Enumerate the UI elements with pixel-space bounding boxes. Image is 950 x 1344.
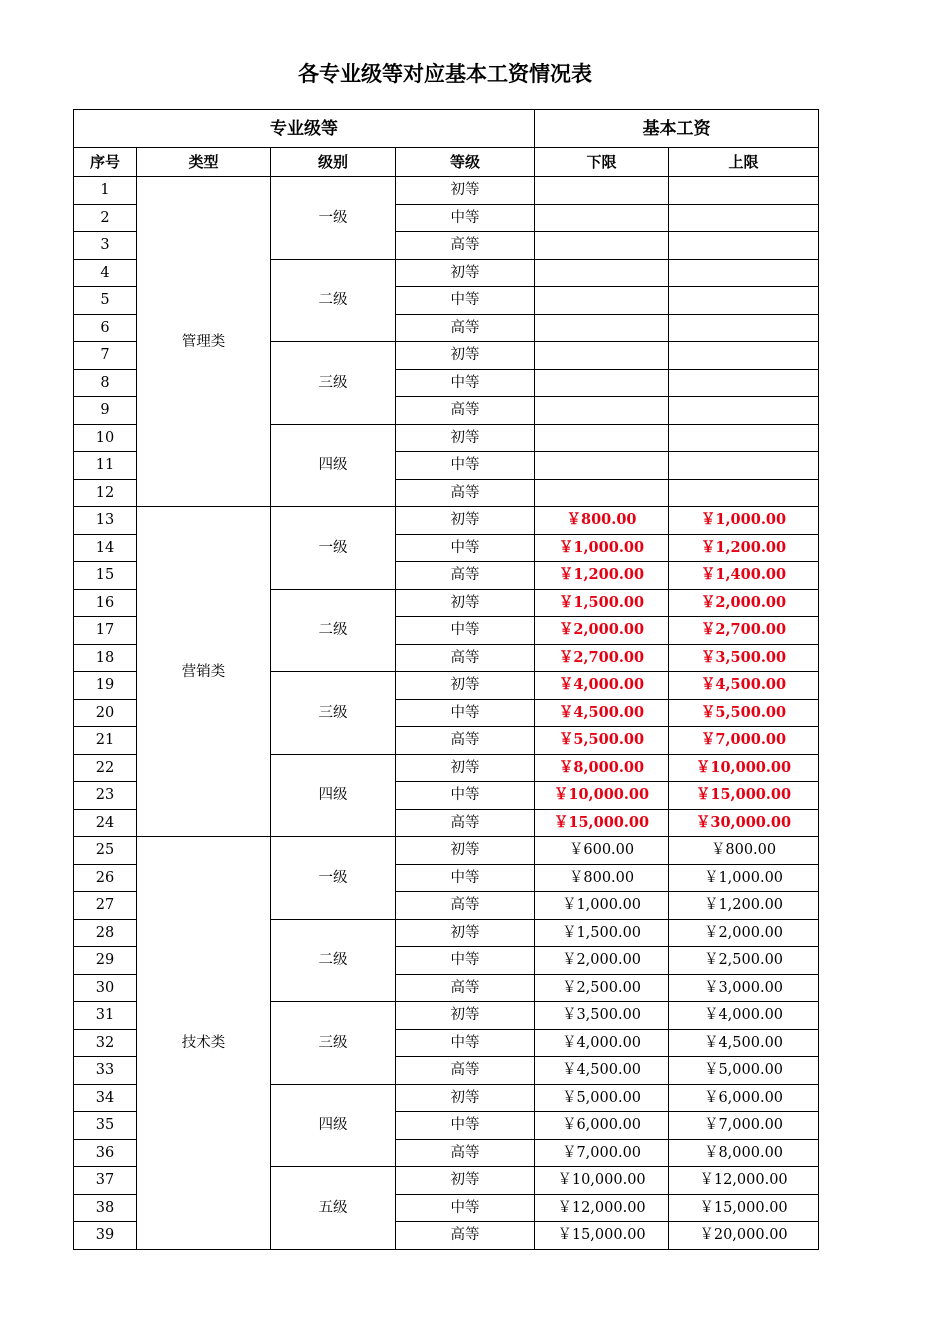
cell-lower[interactable]: ￥800.00 bbox=[535, 507, 669, 535]
table-row bbox=[74, 837, 819, 865]
cell-grade[interactable]: 中等 bbox=[396, 369, 535, 397]
cell-level[interactable]: 三级 bbox=[271, 342, 396, 425]
cell-upper[interactable]: ￥2,000.00 bbox=[669, 589, 819, 617]
cell-grade[interactable]: 高等 bbox=[396, 892, 535, 920]
cell-grade[interactable]: 初等 bbox=[396, 672, 535, 700]
cell-upper[interactable] bbox=[669, 314, 819, 342]
cell-seq[interactable]: 5 bbox=[74, 287, 137, 315]
cell-upper[interactable] bbox=[669, 479, 819, 507]
header-group-level[interactable]: 专业级等 bbox=[74, 110, 535, 148]
cell-lower[interactable] bbox=[535, 424, 669, 452]
cell-upper[interactable] bbox=[669, 424, 819, 452]
cell-type[interactable]: 营销类 bbox=[137, 507, 271, 837]
table-row bbox=[74, 177, 819, 205]
cell-type[interactable]: 管理类 bbox=[137, 177, 271, 507]
cell-level[interactable]: 四级 bbox=[271, 754, 396, 837]
cell-upper[interactable]: ￥1,200.00 bbox=[669, 534, 819, 562]
cell-level[interactable]: 二级 bbox=[271, 589, 396, 672]
page-title: 各专业级等对应基本工资情况表 bbox=[298, 62, 592, 86]
cell-grade[interactable]: 初等 bbox=[396, 1084, 535, 1112]
cell-grade[interactable]: 高等 bbox=[396, 809, 535, 837]
cell-grade[interactable]: 中等 bbox=[396, 947, 535, 975]
cell-seq[interactable]: 18 bbox=[74, 644, 137, 672]
cell-grade[interactable]: 中等 bbox=[396, 782, 535, 810]
cell-grade[interactable]: 高等 bbox=[396, 644, 535, 672]
cell-grade[interactable]: 中等 bbox=[396, 1194, 535, 1222]
cell-lower[interactable]: ￥2,500.00 bbox=[535, 974, 669, 1002]
cell-grade[interactable]: 初等 bbox=[396, 259, 535, 287]
cell-level[interactable]: 三级 bbox=[271, 672, 396, 755]
cell-lower[interactable] bbox=[535, 397, 669, 425]
cell-lower[interactable] bbox=[535, 369, 669, 397]
cell-lower[interactable] bbox=[535, 259, 669, 287]
cell-lower[interactable]: ￥8,000.00 bbox=[535, 754, 669, 782]
cell-seq[interactable]: 13 bbox=[74, 507, 137, 535]
cell-seq[interactable]: 22 bbox=[74, 754, 137, 782]
cell-seq[interactable]: 27 bbox=[74, 892, 137, 920]
cell-seq[interactable]: 11 bbox=[74, 452, 137, 480]
cell-level[interactable]: 一级 bbox=[271, 837, 396, 920]
cell-lower[interactable]: ￥15,000.00 bbox=[535, 1222, 669, 1250]
cell-lower[interactable]: ￥4,500.00 bbox=[535, 699, 669, 727]
cell-grade[interactable]: 中等 bbox=[396, 204, 535, 232]
cell-lower[interactable]: ￥800.00 bbox=[535, 864, 669, 892]
cell-seq[interactable]: 16 bbox=[74, 589, 137, 617]
table-row bbox=[74, 507, 819, 535]
cell-level[interactable]: 五级 bbox=[271, 1167, 396, 1250]
cell-upper[interactable]: ￥1,000.00 bbox=[669, 507, 819, 535]
cell-grade[interactable]: 高等 bbox=[396, 1139, 535, 1167]
cell-level[interactable]: 四级 bbox=[271, 424, 396, 507]
cell-seq[interactable]: 39 bbox=[74, 1222, 137, 1250]
cell-lower[interactable]: ￥4,500.00 bbox=[535, 1057, 669, 1085]
cell-lower[interactable]: ￥2,700.00 bbox=[535, 644, 669, 672]
cell-seq[interactable]: 26 bbox=[74, 864, 137, 892]
cell-level[interactable]: 三级 bbox=[271, 1002, 396, 1085]
cell-upper[interactable] bbox=[669, 342, 819, 370]
cell-grade[interactable]: 中等 bbox=[396, 287, 535, 315]
cell-lower[interactable] bbox=[535, 314, 669, 342]
cell-upper[interactable]: ￥4,500.00 bbox=[669, 672, 819, 700]
cell-type[interactable]: 技术类 bbox=[137, 837, 271, 1250]
cell-upper[interactable]: ￥4,000.00 bbox=[669, 1002, 819, 1030]
cell-seq[interactable]: 36 bbox=[74, 1139, 137, 1167]
header-level[interactable]: 级别 bbox=[271, 148, 396, 177]
header-row-group bbox=[74, 110, 819, 148]
header-type[interactable]: 类型 bbox=[137, 148, 271, 177]
cell-upper[interactable] bbox=[669, 232, 819, 260]
cell-seq[interactable]: 3 bbox=[74, 232, 137, 260]
cell-lower[interactable]: ￥2,000.00 bbox=[535, 947, 669, 975]
cell-lower[interactable]: ￥10,000.00 bbox=[535, 782, 669, 810]
cell-seq[interactable]: 7 bbox=[74, 342, 137, 370]
cell-level[interactable]: 二级 bbox=[271, 919, 396, 1002]
cell-grade[interactable]: 中等 bbox=[396, 534, 535, 562]
cell-lower[interactable]: ￥600.00 bbox=[535, 837, 669, 865]
cell-upper[interactable] bbox=[669, 369, 819, 397]
cell-grade[interactable]: 初等 bbox=[396, 177, 535, 205]
cell-upper[interactable]: ￥2,700.00 bbox=[669, 617, 819, 645]
cell-seq[interactable]: 8 bbox=[74, 369, 137, 397]
cell-lower[interactable] bbox=[535, 479, 669, 507]
cell-seq[interactable]: 34 bbox=[74, 1084, 137, 1112]
cell-seq[interactable]: 33 bbox=[74, 1057, 137, 1085]
cell-seq[interactable]: 17 bbox=[74, 617, 137, 645]
cell-seq[interactable]: 6 bbox=[74, 314, 137, 342]
cell-seq[interactable]: 20 bbox=[74, 699, 137, 727]
cell-upper[interactable]: ￥15,000.00 bbox=[669, 1194, 819, 1222]
cell-upper[interactable] bbox=[669, 452, 819, 480]
cell-upper[interactable]: ￥2,500.00 bbox=[669, 947, 819, 975]
cell-upper[interactable] bbox=[669, 397, 819, 425]
cell-upper[interactable]: ￥10,000.00 bbox=[669, 754, 819, 782]
cell-grade[interactable]: 初等 bbox=[396, 1002, 535, 1030]
cell-grade[interactable]: 中等 bbox=[396, 1029, 535, 1057]
cell-seq[interactable]: 14 bbox=[74, 534, 137, 562]
cell-seq[interactable]: 35 bbox=[74, 1112, 137, 1140]
header-grade[interactable]: 等级 bbox=[396, 148, 535, 177]
cell-seq[interactable]: 9 bbox=[74, 397, 137, 425]
cell-seq[interactable]: 29 bbox=[74, 947, 137, 975]
cell-upper[interactable] bbox=[669, 259, 819, 287]
cell-grade[interactable]: 初等 bbox=[396, 837, 535, 865]
cell-upper[interactable]: ￥7,000.00 bbox=[669, 1112, 819, 1140]
cell-upper[interactable]: ￥800.00 bbox=[669, 837, 819, 865]
cell-grade[interactable]: 初等 bbox=[396, 424, 535, 452]
cell-grade[interactable]: 中等 bbox=[396, 452, 535, 480]
cell-lower[interactable]: ￥5,500.00 bbox=[535, 727, 669, 755]
cell-lower[interactable]: ￥3,500.00 bbox=[535, 1002, 669, 1030]
cell-grade[interactable]: 高等 bbox=[396, 562, 535, 590]
cell-upper[interactable]: ￥20,000.00 bbox=[669, 1222, 819, 1250]
cell-upper[interactable]: ￥5,500.00 bbox=[669, 699, 819, 727]
cell-lower[interactable]: ￥12,000.00 bbox=[535, 1194, 669, 1222]
cell-lower[interactable]: ￥1,500.00 bbox=[535, 589, 669, 617]
cell-seq[interactable]: 25 bbox=[74, 837, 137, 865]
cell-lower[interactable]: ￥10,000.00 bbox=[535, 1167, 669, 1195]
cell-seq[interactable]: 2 bbox=[74, 204, 137, 232]
cell-lower[interactable]: ￥1,500.00 bbox=[535, 919, 669, 947]
cell-seq[interactable]: 38 bbox=[74, 1194, 137, 1222]
cell-grade[interactable]: 初等 bbox=[396, 1167, 535, 1195]
cell-upper[interactable]: ￥15,000.00 bbox=[669, 782, 819, 810]
header-row-columns bbox=[74, 148, 819, 177]
cell-grade[interactable]: 初等 bbox=[396, 754, 535, 782]
cell-seq[interactable]: 21 bbox=[74, 727, 137, 755]
cell-upper[interactable] bbox=[669, 204, 819, 232]
cell-lower[interactable]: ￥1,000.00 bbox=[535, 892, 669, 920]
cell-grade[interactable]: 高等 bbox=[396, 1057, 535, 1085]
cell-lower[interactable] bbox=[535, 177, 669, 205]
cell-level[interactable]: 一级 bbox=[271, 507, 396, 590]
cell-upper[interactable]: ￥12,000.00 bbox=[669, 1167, 819, 1195]
cell-lower[interactable]: ￥5,000.00 bbox=[535, 1084, 669, 1112]
cell-lower[interactable] bbox=[535, 287, 669, 315]
cell-lower[interactable]: ￥6,000.00 bbox=[535, 1112, 669, 1140]
cell-seq[interactable]: 10 bbox=[74, 424, 137, 452]
cell-seq[interactable]: 28 bbox=[74, 919, 137, 947]
cell-seq[interactable]: 12 bbox=[74, 479, 137, 507]
cell-upper[interactable]: ￥8,000.00 bbox=[669, 1139, 819, 1167]
cell-lower[interactable]: ￥2,000.00 bbox=[535, 617, 669, 645]
cell-grade[interactable]: 高等 bbox=[396, 314, 535, 342]
cell-seq[interactable]: 15 bbox=[74, 562, 137, 590]
cell-upper[interactable] bbox=[669, 177, 819, 205]
cell-grade[interactable]: 初等 bbox=[396, 589, 535, 617]
header-lower[interactable]: 下限 bbox=[535, 148, 669, 177]
cell-lower[interactable] bbox=[535, 342, 669, 370]
cell-grade[interactable]: 高等 bbox=[396, 397, 535, 425]
cell-seq[interactable]: 37 bbox=[74, 1167, 137, 1195]
cell-lower[interactable]: ￥4,000.00 bbox=[535, 1029, 669, 1057]
cell-seq[interactable]: 31 bbox=[74, 1002, 137, 1030]
cell-level[interactable]: 一级 bbox=[271, 177, 396, 260]
cell-lower[interactable]: ￥4,000.00 bbox=[535, 672, 669, 700]
cell-grade[interactable]: 高等 bbox=[396, 232, 535, 260]
cell-grade[interactable]: 中等 bbox=[396, 864, 535, 892]
cell-lower[interactable] bbox=[535, 452, 669, 480]
cell-seq[interactable]: 4 bbox=[74, 259, 137, 287]
cell-upper[interactable]: ￥2,000.00 bbox=[669, 919, 819, 947]
header-seq[interactable]: 序号 bbox=[74, 148, 137, 177]
cell-lower[interactable]: ￥15,000.00 bbox=[535, 809, 669, 837]
cell-seq[interactable]: 1 bbox=[74, 177, 137, 205]
cell-lower[interactable]: ￥1,000.00 bbox=[535, 534, 669, 562]
cell-upper[interactable]: ￥1,200.00 bbox=[669, 892, 819, 920]
cell-upper[interactable]: ￥30,000.00 bbox=[669, 809, 819, 837]
cell-grade[interactable]: 中等 bbox=[396, 617, 535, 645]
cell-upper[interactable]: ￥4,500.00 bbox=[669, 1029, 819, 1057]
cell-upper[interactable]: ￥1,000.00 bbox=[669, 864, 819, 892]
cell-grade[interactable]: 高等 bbox=[396, 974, 535, 1002]
cell-upper[interactable]: ￥3,000.00 bbox=[669, 974, 819, 1002]
cell-upper[interactable]: ￥7,000.00 bbox=[669, 727, 819, 755]
cell-upper[interactable] bbox=[669, 287, 819, 315]
cell-grade[interactable]: 中等 bbox=[396, 1112, 535, 1140]
cell-level[interactable]: 四级 bbox=[271, 1084, 396, 1167]
cell-upper[interactable]: ￥3,500.00 bbox=[669, 644, 819, 672]
cell-seq[interactable]: 23 bbox=[74, 782, 137, 810]
header-upper[interactable]: 上限 bbox=[669, 148, 819, 177]
cell-upper[interactable]: ￥6,000.00 bbox=[669, 1084, 819, 1112]
cell-seq[interactable]: 30 bbox=[74, 974, 137, 1002]
table-body bbox=[74, 177, 819, 1250]
cell-grade[interactable]: 初等 bbox=[396, 507, 535, 535]
cell-grade[interactable]: 中等 bbox=[396, 699, 535, 727]
cell-lower[interactable]: ￥1,200.00 bbox=[535, 562, 669, 590]
cell-seq[interactable]: 32 bbox=[74, 1029, 137, 1057]
header-group-salary[interactable]: 基本工资 bbox=[535, 110, 819, 148]
cell-seq[interactable]: 19 bbox=[74, 672, 137, 700]
cell-seq[interactable]: 24 bbox=[74, 809, 137, 837]
cell-grade[interactable]: 初等 bbox=[396, 342, 535, 370]
cell-level[interactable]: 二级 bbox=[271, 259, 396, 342]
cell-lower[interactable]: ￥7,000.00 bbox=[535, 1139, 669, 1167]
cell-grade[interactable]: 高等 bbox=[396, 727, 535, 755]
cell-lower[interactable] bbox=[535, 232, 669, 260]
cell-upper[interactable]: ￥1,400.00 bbox=[669, 562, 819, 590]
cell-grade[interactable]: 高等 bbox=[396, 1222, 535, 1250]
cell-grade[interactable]: 初等 bbox=[396, 919, 535, 947]
cell-lower[interactable] bbox=[535, 204, 669, 232]
cell-grade[interactable]: 高等 bbox=[396, 479, 535, 507]
cell-upper[interactable]: ￥5,000.00 bbox=[669, 1057, 819, 1085]
salary-table bbox=[73, 109, 819, 1250]
